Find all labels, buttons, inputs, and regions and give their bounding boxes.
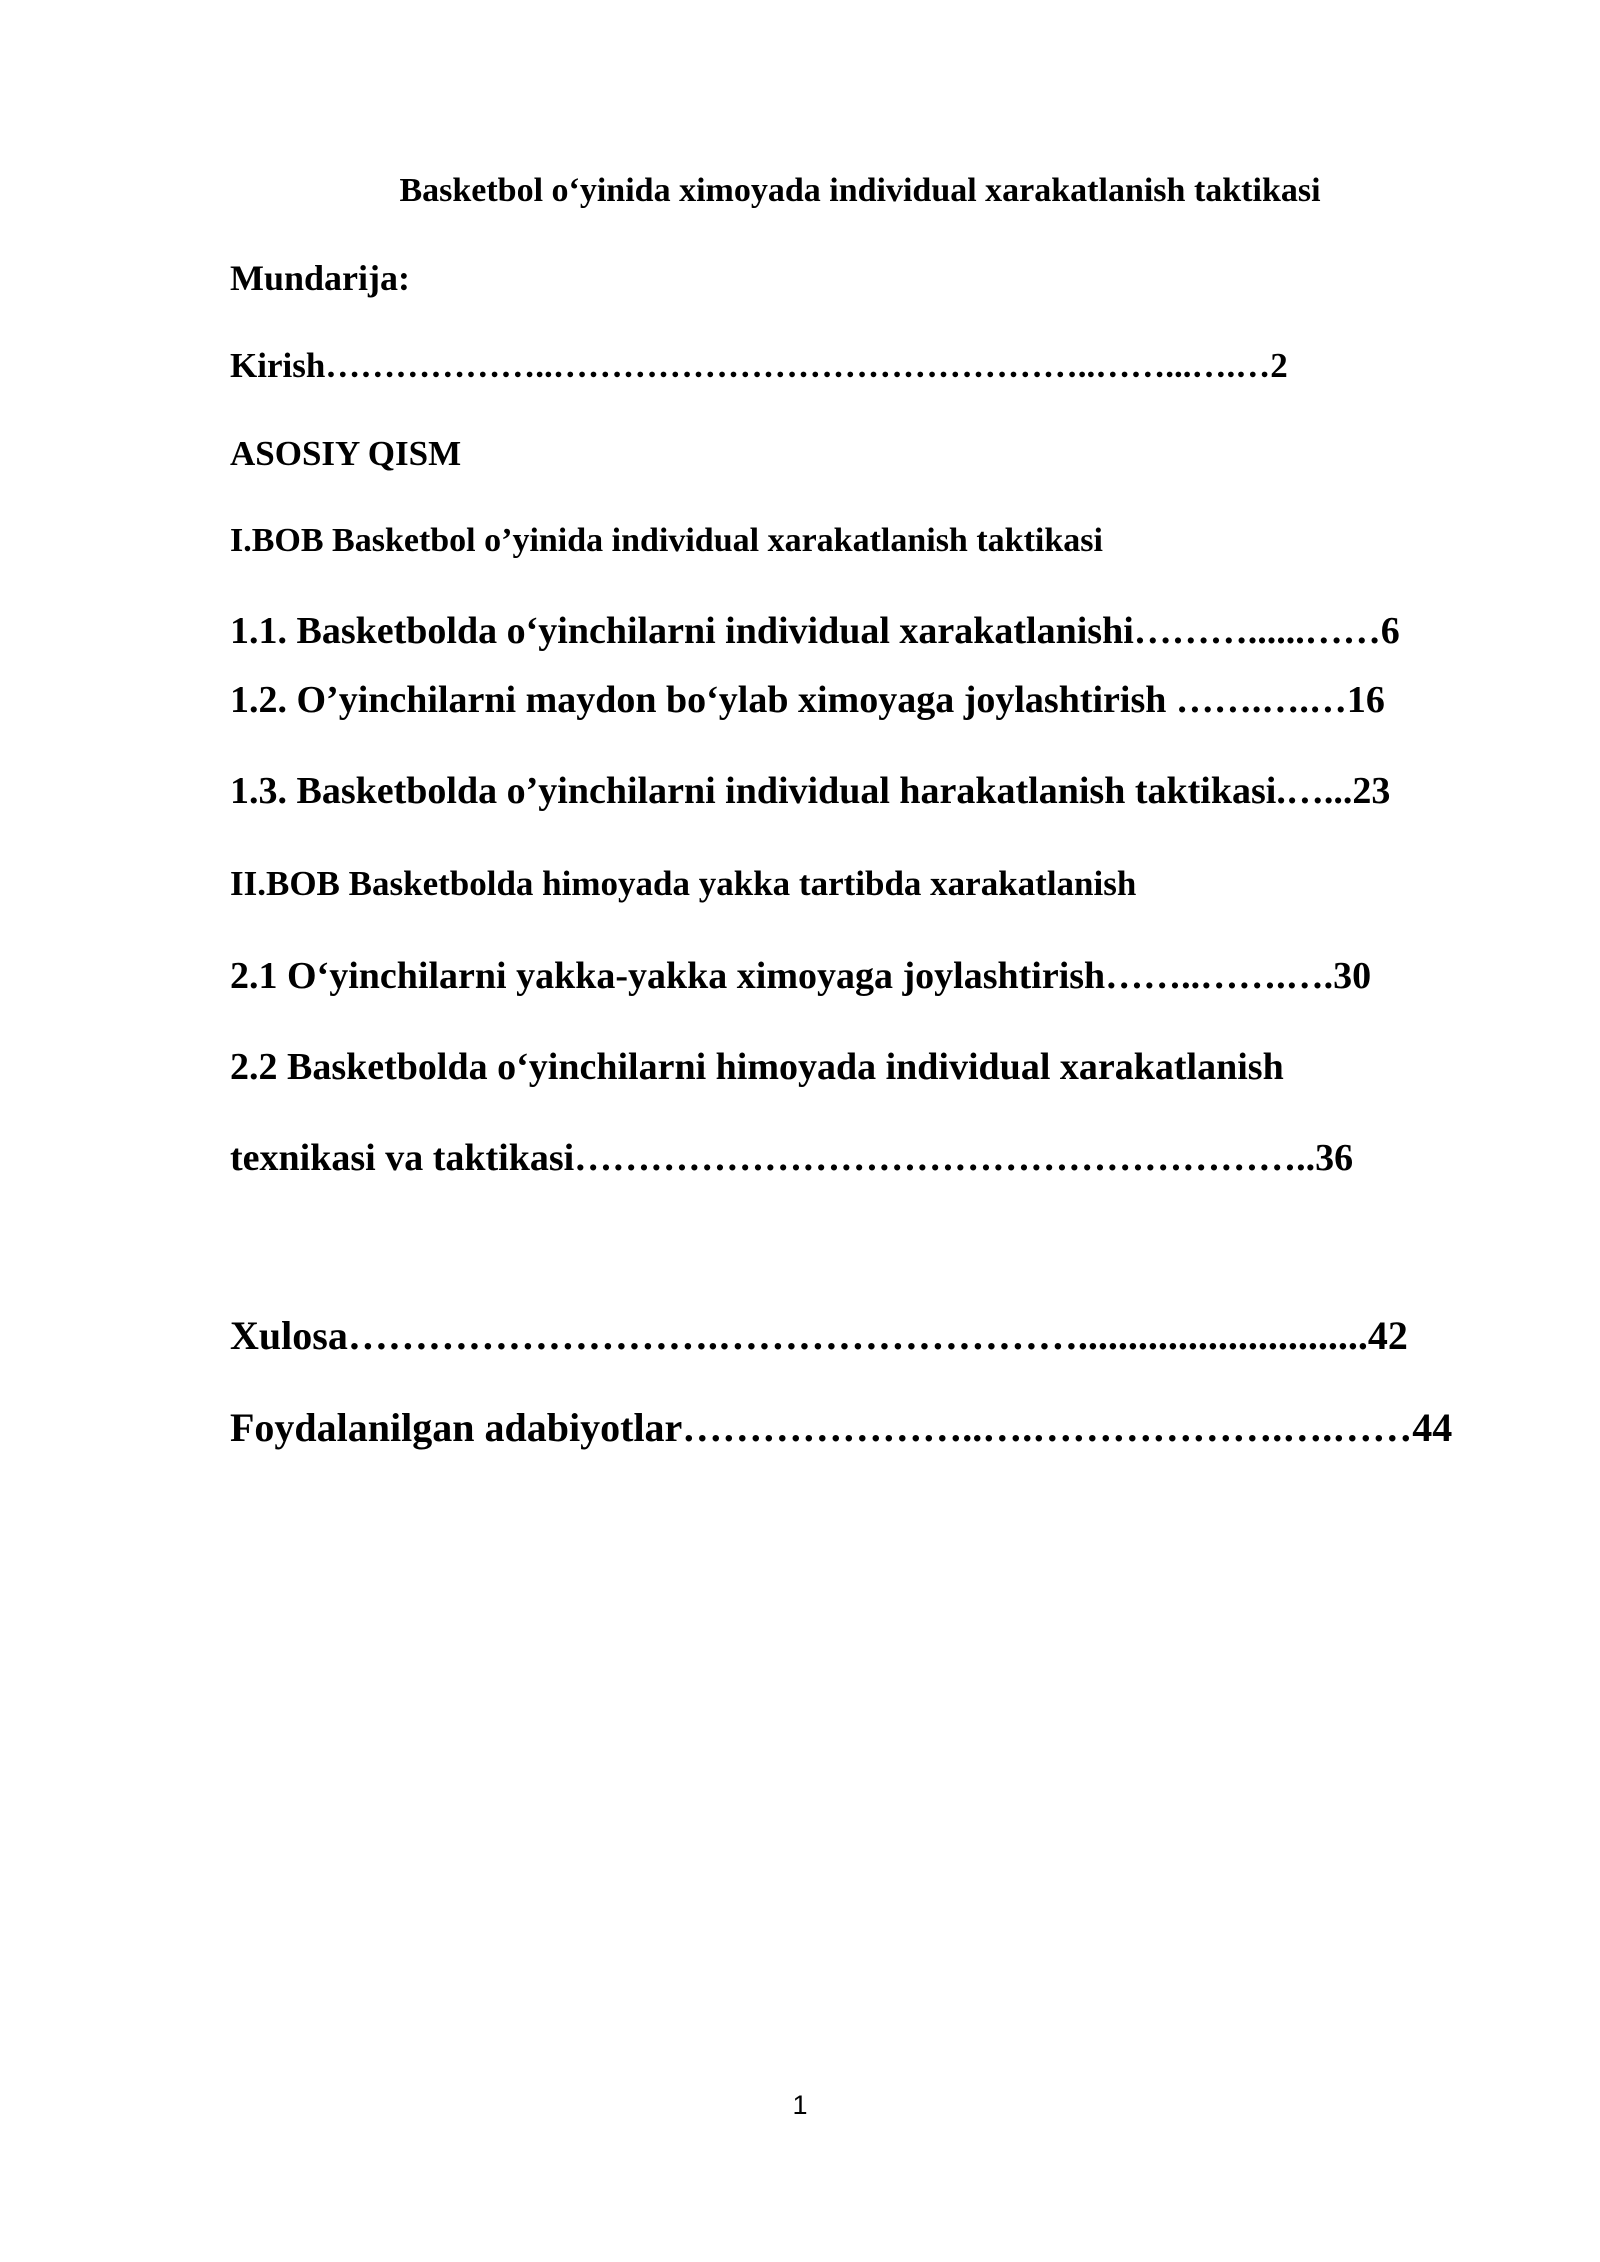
document-title-text: Basketbol o‘yinida ximoyada individual xarakatlanish taktikasi bbox=[399, 172, 1321, 209]
contents-heading: Mundarija: bbox=[230, 258, 410, 298]
toc-entry-1-2: 1.2. O’yinchilarni maydon bo‘ylab ximoyaga joylashtirish …….….…16 bbox=[230, 679, 1385, 721]
toc-entry-conclusion: Xulosa……………………….……………………….............................42 bbox=[230, 1313, 1408, 1358]
toc-entry-references: Foydalanilgan adabiyotlar…………………..….……………….….……44 bbox=[230, 1405, 1453, 1450]
toc-entry-2-1: 2.1 O‘yinchilarni yakka-yakka ximoyaga joylashtirish……..…….….30 bbox=[230, 955, 1372, 997]
toc-entry-1-3: 1.3. Basketbolda o’yinchilarni individual harakatlanish taktikasi.…...23 bbox=[230, 770, 1391, 812]
document-title bbox=[0, 172, 1600, 210]
toc-entry-intro: Kirish………………..………………………………………..……...….…2 bbox=[230, 346, 1288, 385]
toc-entry-2-2-line2: texnikasi va taktikasi…………………………………………………..36 bbox=[230, 1137, 1354, 1179]
toc-entry-2-2-line1: 2.2 Basketbolda o‘yinchilarni himoyada individual xarakatlanish bbox=[230, 1046, 1284, 1088]
toc-entry-1-1: 1.1. Basketbolda o‘yinchilarni individual xarakatlanishi………......……6 bbox=[230, 610, 1400, 652]
toc-chapter-2-title: II.BOB Basketbolda himoyada yakka tartibda xarakatlanish bbox=[230, 864, 1137, 903]
page-number: 1 bbox=[792, 2090, 808, 2120]
toc-main-part-heading: ASOSIY QISM bbox=[230, 434, 462, 473]
toc-chapter-1-title: I.BOB Basketbol o’yinida individual xarakatlanish taktikasi bbox=[230, 522, 1103, 559]
